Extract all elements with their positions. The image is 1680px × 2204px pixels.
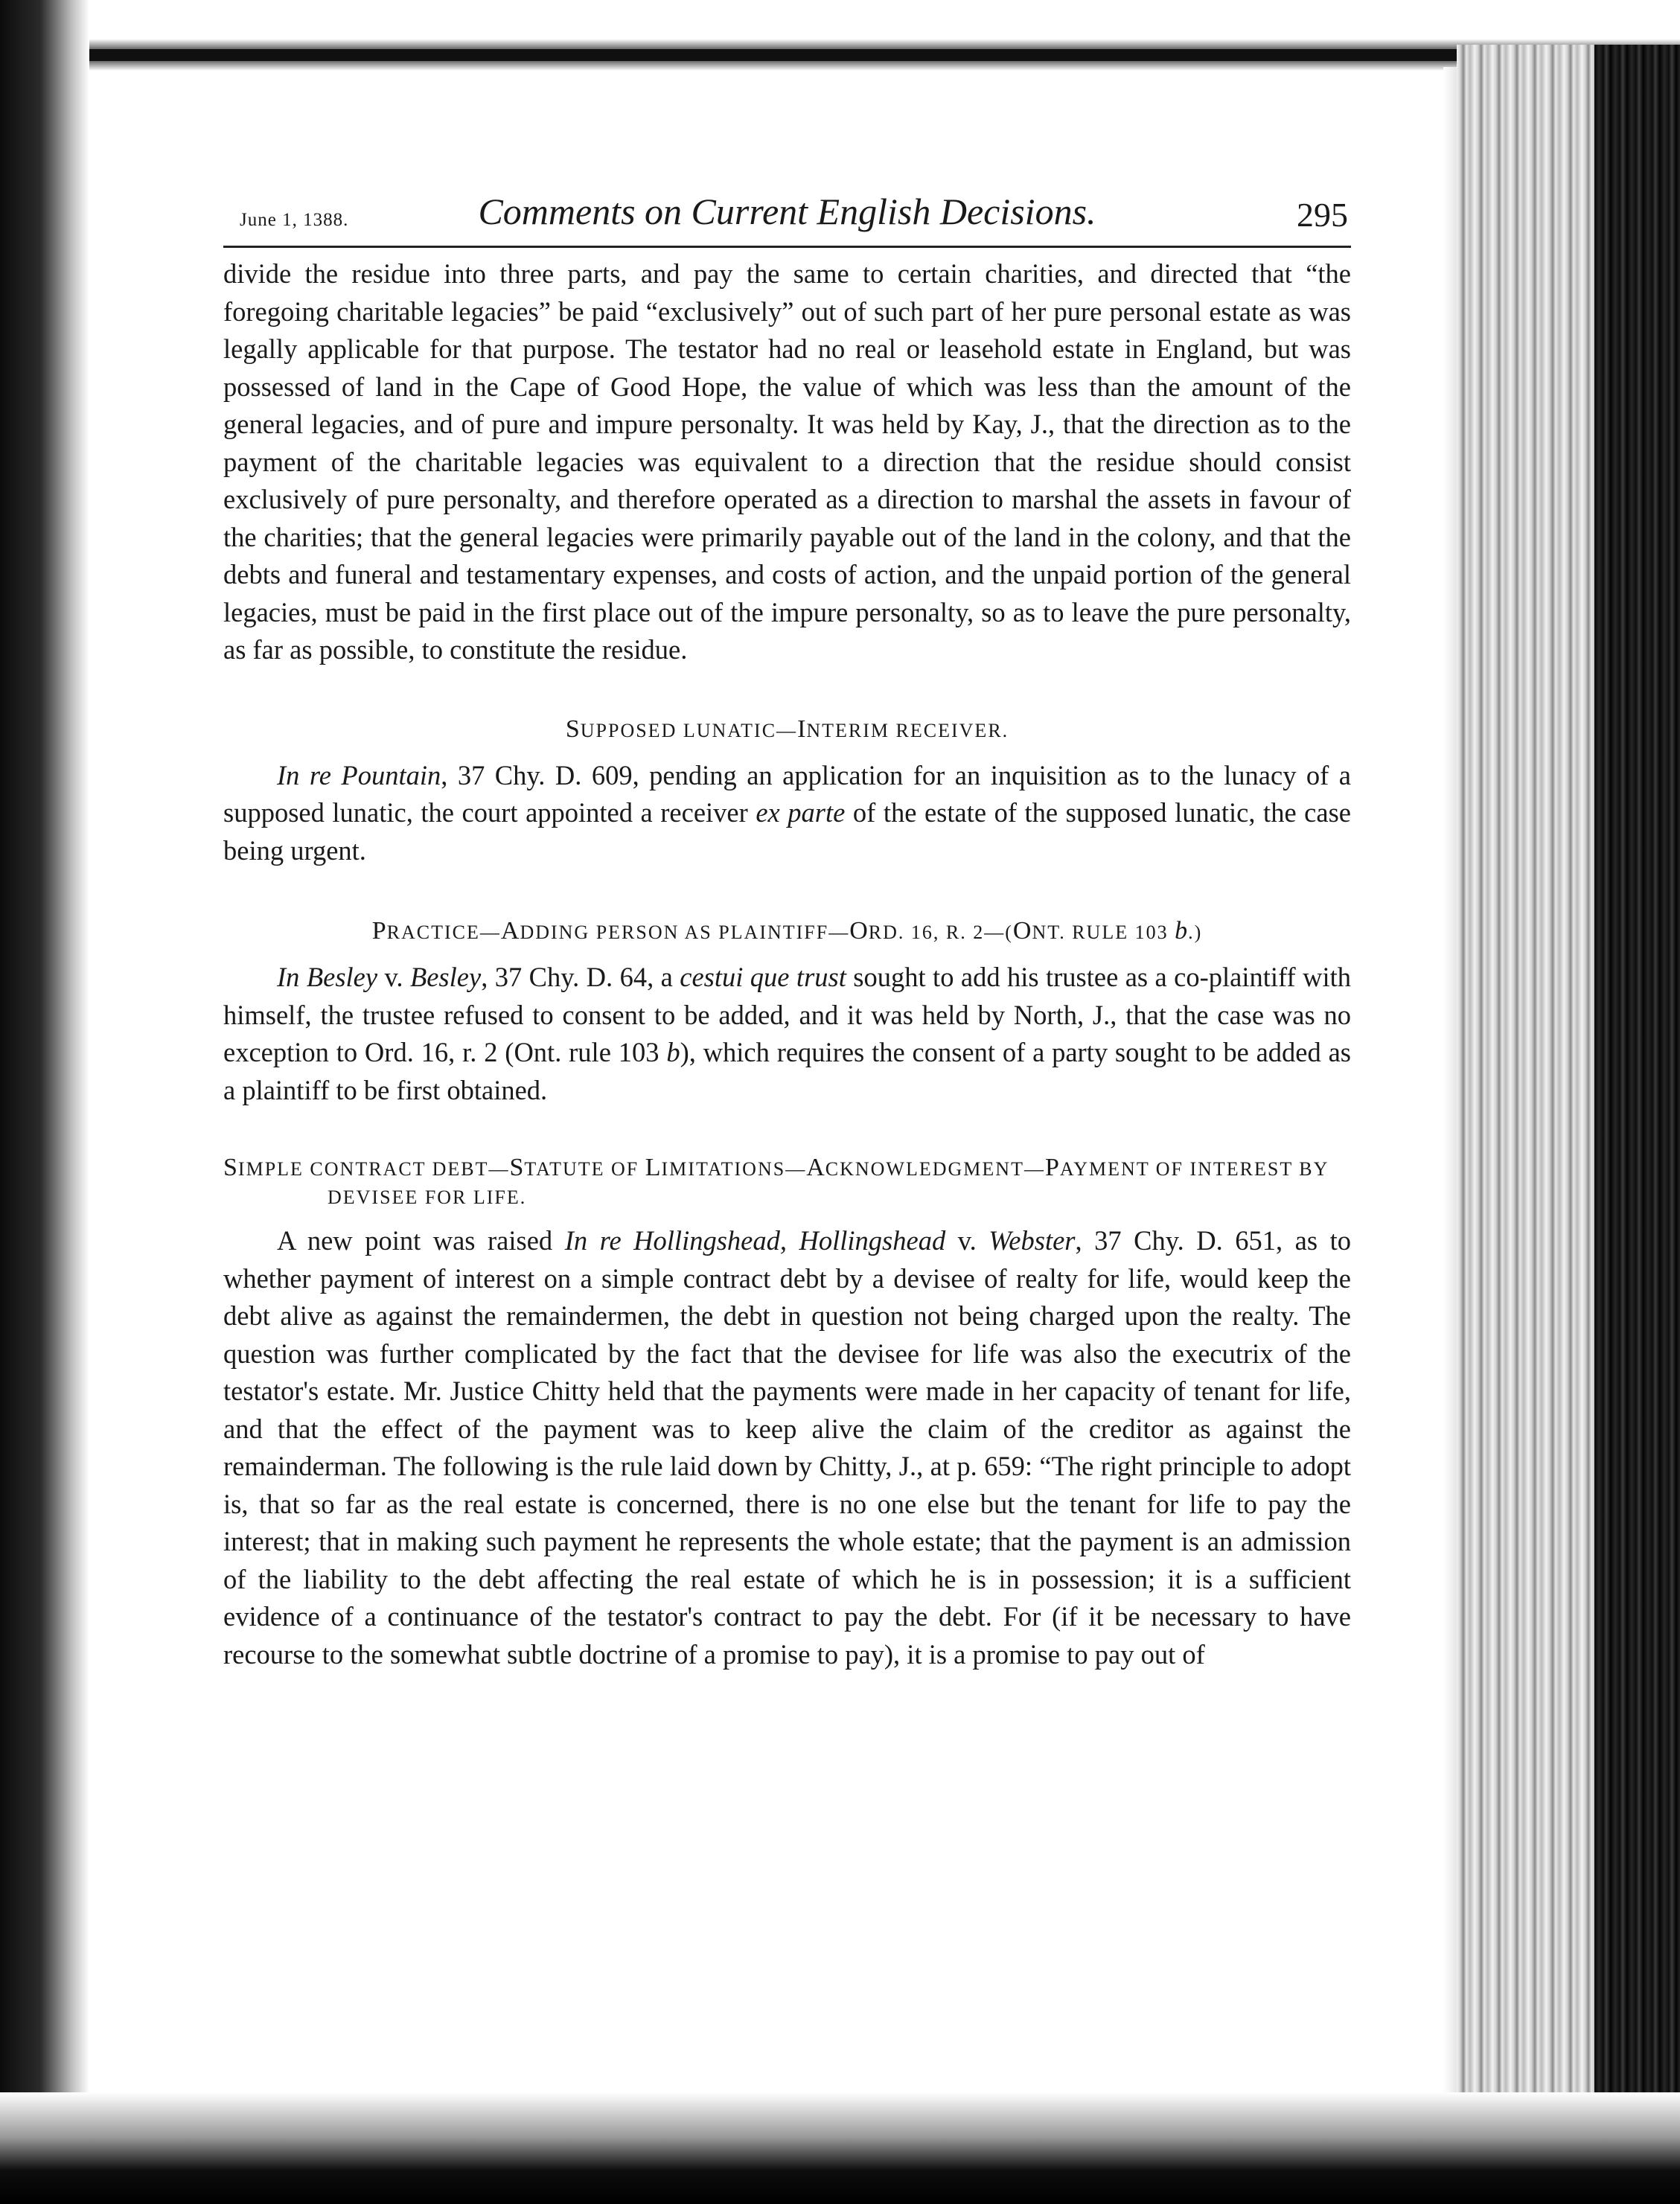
section-heading-simple-contract-debt: SIMPLE CONTRACT DEBT—STATUTE OF LIMITATIONS—ACKNOWLEDGMENT—PAYMENT OF INTEREST BY DEVISEE FOR LIFE. <box>223 1154 1329 1208</box>
paragraph-besley: In Besley v. Besley, 37 Chy. D. 64, a cestui que trust sought to add his trustee as a co-plaintiff with himself, the trustee refused to consent to be added, and it was held by North, J., that the case was no exception to Ord. 16, r. 2 (Ont. rule 103 b), which requires the consent of a party sought to be added as a plaintiff to be first obtained. <box>223 962 1351 1105</box>
section-heading-supposed-lunatic: SUPPOSED LUNATIC—INTERIM RECEIVER. <box>565 715 1009 743</box>
case-name: In re Pountain <box>277 759 441 790</box>
page <box>223 186 1351 1673</box>
scan-left-edge <box>0 0 89 2204</box>
running-title: Comments on Current English Decisions. <box>478 191 1096 232</box>
case-name: In re Hollingshead, Hollingshead <box>564 1225 946 1256</box>
paragraph-pountain: In re Pountain, 37 Chy. D. 609, pending an application for an inquisition as to the lunacy of a supposed lunatic, the court appointed a receiver ex parte of the estate of the supposed lunatic, the case being urgent. <box>223 759 1351 866</box>
continued-paragraph: divide the residue into three parts, and pay the same to certain charities, and directed that “the foregoing charitable legacies” be paid “exclusively” out of such part of her pure personal estate as was legally applicable for that purpose. The testator had no real or leasehold estate in England, but was possessed of land in the Cape of Good Hope, the value of which was less than the amount of the general legacies, and of pure and impure personalty. It was held by Kay, J., that the direction as to the payment of the charitable legacies was equivalent to a direction that the residue should consist exclusively of pure personalty, and therefore operated as a direction to marshal the assets in favour of the charities; that the general legacies were primarily payable out of the land in the colony, and that the debts and funeral and testamentary expenses, and costs of action, and the unpaid portion of the general legacies, must be paid in the first place out of the impure personalty, so as to leave the pure personalty, as far as possible, to constitute the residue. <box>223 258 1351 665</box>
scan-page-gutter <box>1443 67 1457 2100</box>
page-number: 295 <box>1297 196 1348 234</box>
section-heading-practice: PRACTICE—ADDING PERSON AS PLAINTIFF—ORD. 16, R. 2—(ONT. RULE 103 b.) <box>371 917 1203 945</box>
scan-bottom-edge <box>0 2092 1680 2204</box>
issue-date: June 1, 1388. <box>240 210 349 230</box>
running-head <box>223 186 1351 248</box>
scan-top-bar <box>45 49 1509 61</box>
case-name: In Besley <box>277 962 378 992</box>
scan-book-spine <box>1594 45 1680 2159</box>
paragraph-hollingshead: A new point was raised In re Hollingshead, Hollingshead v. Webster, 37 Chy. D. 651, as to whether payment of interest on a simple contract debt by a devisee of realty for life, would keep the debt alive as against the remaindermen, the debt in question not being charged upon the realty. The question was further complicated by the fact that the devisee for life was also the executrix of the testator's estate. Mr. Justice Chitty held that the payments were made in her capacity of tenant for life, and that the effect of the payment was to keep alive the claim of the creditor as against the remainderman. The following is the rule laid down by Chitty, J., at p. 659: “The right principle to adopt is, that so far as the real estate is concerned, there is no one else but the tenant for life to pay the interest; that in making such payment he represents the whole estate; that the payment is an admission of the liability to the debt affecting the real estate of which he is in possession; it is a sufficient evidence of a continuance of the testator's contract to pay the debt. For (if it be necessary to have recourse to the somewhat subtle doctrine of a promise to pay), it is a promise to pay out of <box>223 1225 1351 1670</box>
